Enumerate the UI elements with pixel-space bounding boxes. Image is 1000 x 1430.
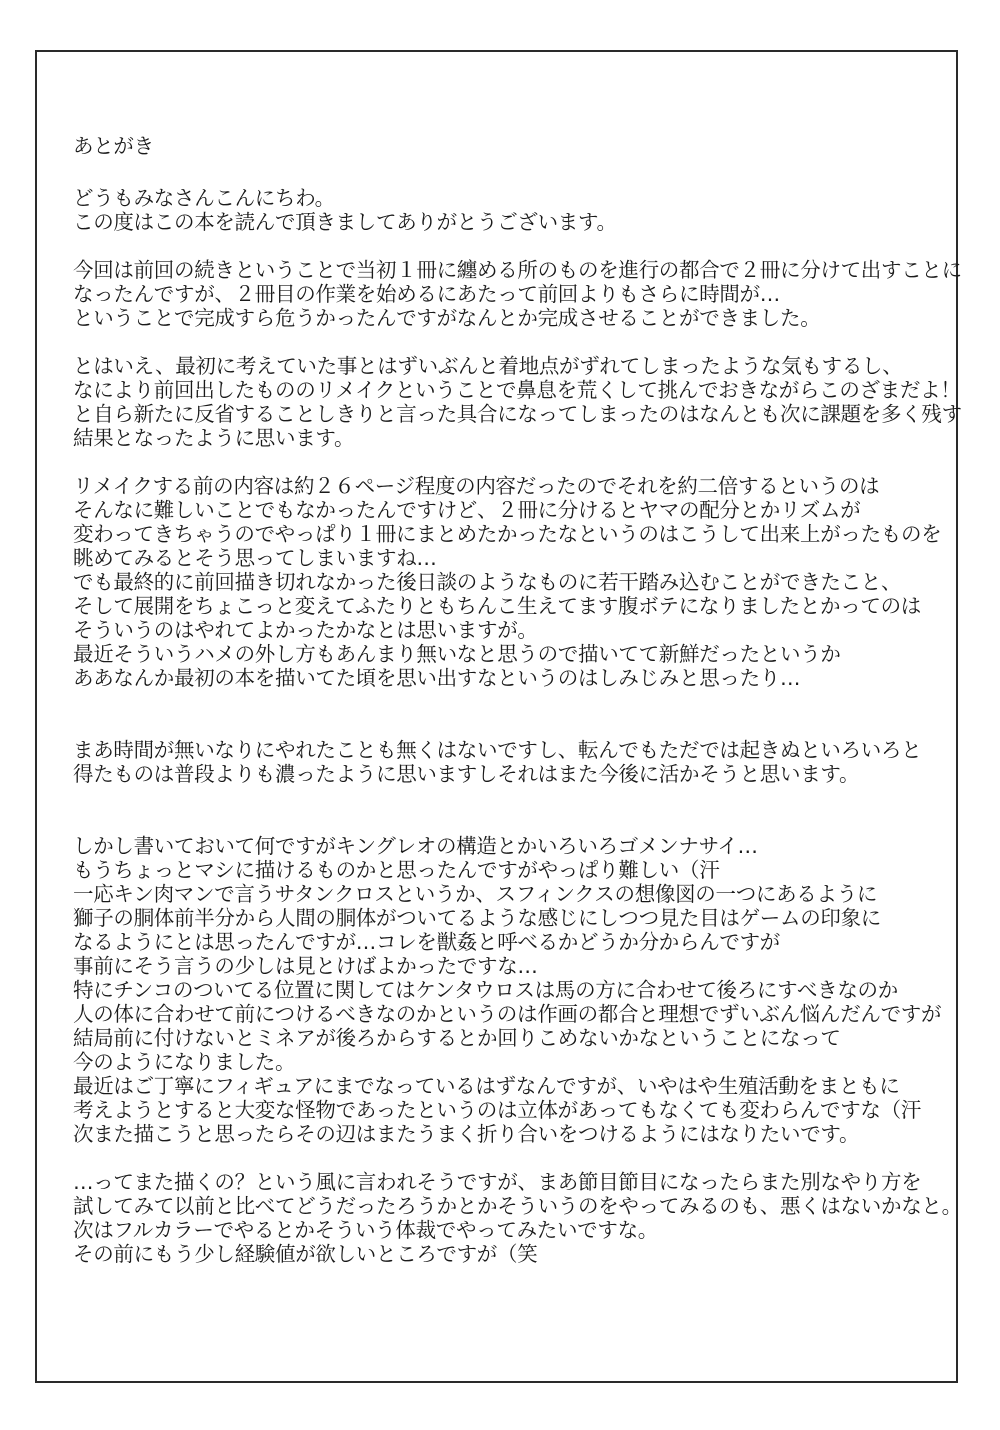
text-line: なにより前回出したもののリメイクということで鼻息を荒くして挑んでおきながらこのざまだよ！ [73,378,961,402]
afterword-title: あとがき [73,134,154,158]
text-line: 事前にそう言うの少しは見とけばよかったですな… [73,954,538,978]
text-line: 結局前に付けないとミネアが後ろからするとか回りこめないかなということになって [73,1026,841,1050]
text-line: その前にもう少し経験値が欲しいところですが（笑 [73,1242,538,1266]
text-line: そんなに難しいことでもなかったんですけど、２冊に分けるとヤマの配分とかリズムが [73,498,861,522]
text-line: 今回は前回の続きということで当初１冊に纏める所のものを進行の都合で２冊に分けて出すことに [73,258,962,282]
text-line: どうもみなさんこんにちわ。 [73,186,335,210]
text-line: とはいえ、最初に考えていた事とはずいぶんと着地点がずれてしまったような気もするし、 [73,354,903,378]
text-line: ああなんか最初の本を描いてた頃を思い出すなというのはしみじみと思ったり… [73,666,801,690]
text-line: 次はフルカラーでやるとかそういう体裁でやってみたいですな。 [73,1218,658,1242]
text-line: 一応キン肉マンで言うサタンクロスというか、スフィンクスの想像図の一つにあるように [73,882,878,906]
text-line: …ってまた描くの？という風に言われそうですが、まあ節目節目になったらまた別なやり方を [73,1170,922,1194]
text-line: 獅子の胴体前半分から人間の胴体がついてるような感じにしつつ見た目はゲームの印象に [73,906,881,930]
text-line: ということで完成すら危うかったんですがなんとか完成させることができました。 [73,306,821,330]
text-line: 眺めてみるとそう思ってしまいますね… [73,546,437,570]
text-line: 最近そういうハメの外し方もあんまり無いなと思うので描いてて新鮮だったというか [73,642,841,666]
text-line: そして展開をちょこっと変えてふたりともちんこ生えてます腹ボテになりましたとかってのは [73,594,921,618]
paragraph-greeting [73,186,953,234]
text-line: リメイクする前の内容は約２６ページ程度の内容だったのでそれを約二倍するというのは [73,474,880,498]
text-line: 試してみて以前と比べてどうだったろうかとかそういうのをやってみるのも、悪くはないかなと。 [73,1194,962,1218]
paragraph-reflection [73,354,962,450]
text-line: 今のようになりました。 [73,1050,296,1074]
paragraph-king-leo [73,834,953,1146]
text-line: そういうのはやれてよかったかなとは思いますが。 [73,618,538,642]
paragraph-remake [73,474,953,690]
text-line: 次また描こうと思ったらその辺はまたうまく折り合いをつけるようにはなりたいです。 [73,1122,860,1146]
text-line: 人の体に合わせて前につけるべきなのかというのは作画の都合と理想でずいぶん悩んだんですが [73,1002,942,1026]
text-line: 変わってきちゃうのでやっぱり１冊にまとめたかったなというのはこうして出来上がったものを [73,522,942,546]
text-line: と自ら新たに反省することしきりと言った具合になってしまったのはなんとも次に課題を多く残す [73,402,962,426]
text-line: この度はこの本を読んで頂きましてありがとうございます。 [73,210,617,234]
text-line: 最近はご丁寧にフィギュアにまでなっているはずなんですが、いやはや生殖活動をまともに [73,1074,900,1098]
text-line: なったんですが、２冊目の作業を始めるにあたって前回よりもさらに時間が… [73,282,780,306]
text-line: まあ時間が無いなりにやれたことも無くはないですし、転んでもただでは起きぬといろいろと [73,738,922,762]
afterword-text-block [73,134,962,1266]
text-line: 結果となったように思います。 [73,426,355,450]
text-line: 特にチンコのついてる位置に関してはケンタウロスは馬の方に合わせて後ろにすべきなのか [73,978,898,1002]
paragraph-closing [73,1170,962,1266]
paragraph-production [73,258,962,330]
text-line: しかし書いておいて何ですがキングレオの構造とかいろいろゴメンナサイ… [73,834,758,858]
text-line: 考えようとすると大変な怪物であったというのは立体があってもなくても変わらんですな（汗 [73,1098,921,1122]
text-line: 得たものは普段よりも濃ったように思いますしそれはまた今後に活かそうと思います。 [73,762,860,786]
paragraph-time [73,738,953,786]
text-line: もうちょっとマシに描けるものかと思ったんですがやっぱり難しい（汗 [73,858,720,882]
text-line: でも最終的に前回描き切れなかった後日談のようなものに若干踏み込むことができたこと、 [73,570,902,594]
text-line: なるようにとは思ったんですが…コレを獣姦と呼べるかどうか分からんですが [73,930,780,954]
